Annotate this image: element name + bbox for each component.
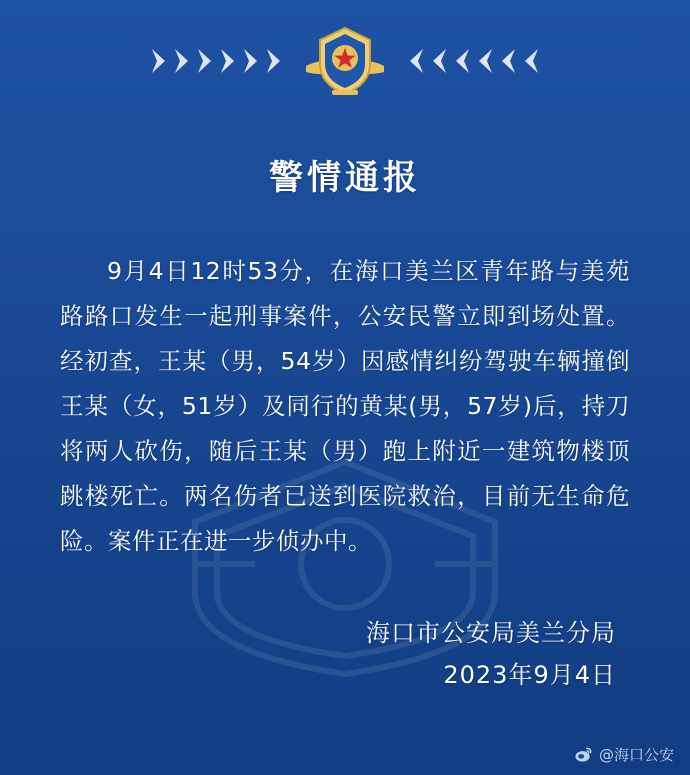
page-title: 警情通报 (269, 158, 421, 198)
chevron-right-icon (218, 46, 238, 76)
right-chevrons (406, 46, 541, 76)
signature-date: 2023年9月4日 (443, 661, 616, 689)
watermark-text: @海口公安 (598, 746, 674, 764)
notice-body (60, 249, 630, 564)
chevron-left-icon (498, 46, 518, 76)
chevron-left-icon (429, 46, 449, 76)
notice-paragraph: 9月4日12时53分，在海口美兰区青年路与美苑路路口发生一起刑事案件，公安民警立即到场处置。经初查，王某（男，54岁）因感情纠纷驾驶车辆撞倒王某（女，51岁）及同行的黄某(男，57岁)后，持刀将两人砍伤，随后王某（男）跑上附近一建筑物楼顶跳楼死亡。两名伤者已送到医院救治，目前无生命危险。案件正在进一步侦办中。 (60, 257, 630, 555)
chevron-left-icon (521, 46, 541, 76)
chevron-left-icon (406, 46, 426, 76)
chevron-right-icon (149, 46, 169, 76)
chevron-right-icon (172, 46, 192, 76)
chevron-right-icon (241, 46, 261, 76)
chevron-left-icon (452, 46, 472, 76)
header-banner (0, 0, 690, 122)
source-watermark (574, 744, 674, 765)
weibo-icon (574, 745, 593, 764)
left-chevrons (149, 46, 284, 76)
police-badge-emblem (302, 20, 388, 102)
chevron-right-icon (195, 46, 215, 76)
chevron-right-icon (264, 46, 284, 76)
chevron-left-icon (475, 46, 495, 76)
signature-organization: 海口市公安局美兰分局 (366, 619, 616, 647)
signature-block (0, 612, 616, 696)
